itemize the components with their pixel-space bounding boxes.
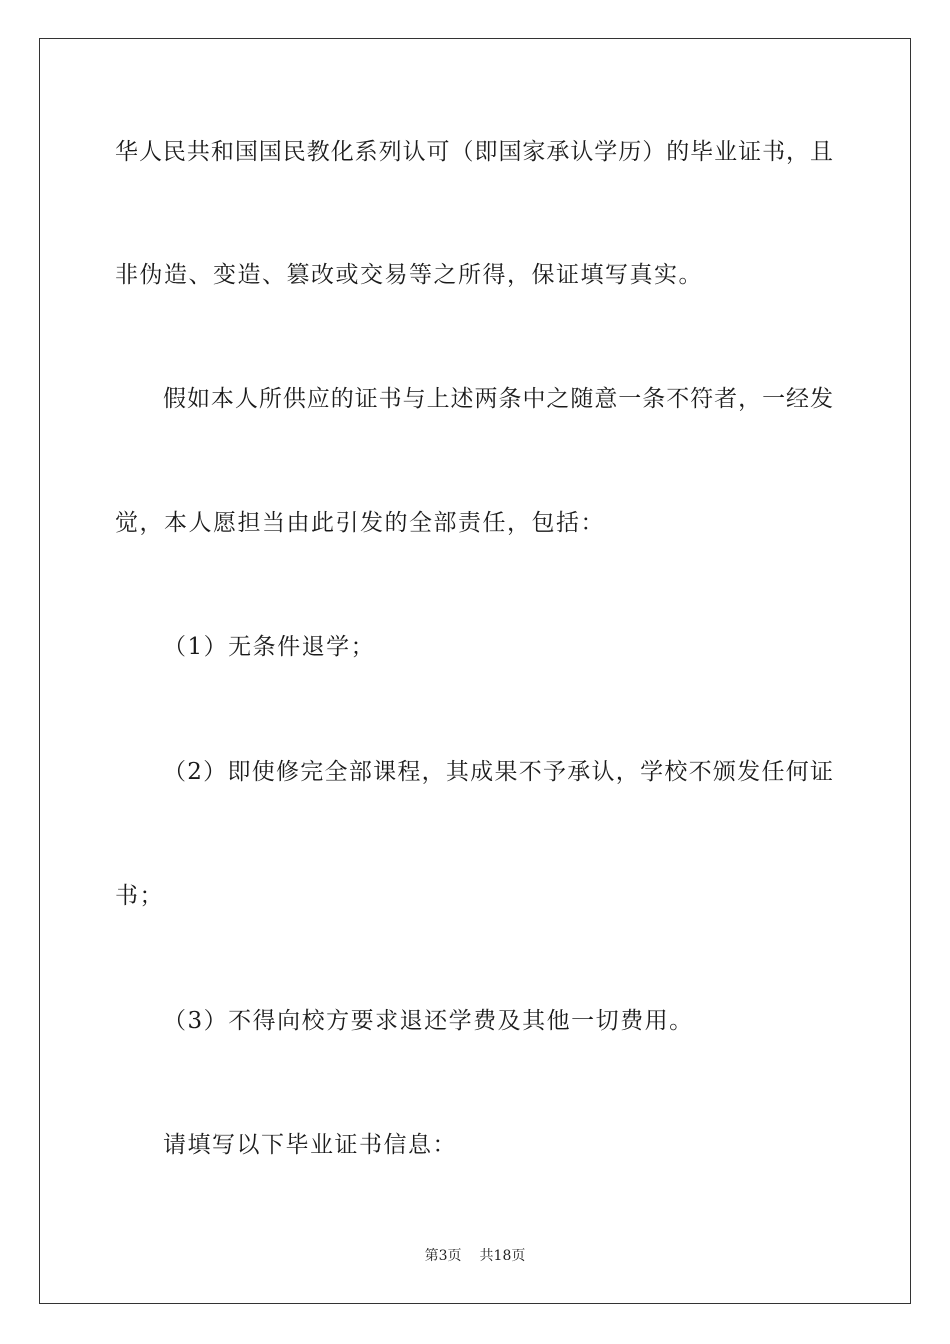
- list-item: （1）无条件退学；: [163, 634, 376, 660]
- list-item-continuation: 书；: [115, 883, 164, 909]
- page-border: [39, 38, 911, 1304]
- paragraph-line: 觉，本人愿担当由此引发的全部责任，包括：: [115, 510, 605, 536]
- list-item: （2）即使修完全部课程，其成果不予承认，学校不颁发任何证: [163, 759, 833, 785]
- paragraph-line: 假如本人所供应的证书与上述两条中之随意一条不符者，一经发: [163, 386, 833, 412]
- page-footer: [0, 1247, 950, 1265]
- paragraph-line: 华人民共和国国民教化系列认可（即国家承认学历）的毕业证书，且: [115, 139, 833, 165]
- paragraph-line: 非伪造、变造、篡改或交易等之所得，保证填写真实。: [115, 262, 703, 288]
- paragraph-line: 请填写以下毕业证书信息：: [163, 1132, 457, 1158]
- page-current: 第3页: [424, 1248, 462, 1264]
- page-total: 共18页: [479, 1248, 526, 1264]
- list-item: （3）不得向校方要求退还学费及其他一切费用。: [163, 1008, 694, 1034]
